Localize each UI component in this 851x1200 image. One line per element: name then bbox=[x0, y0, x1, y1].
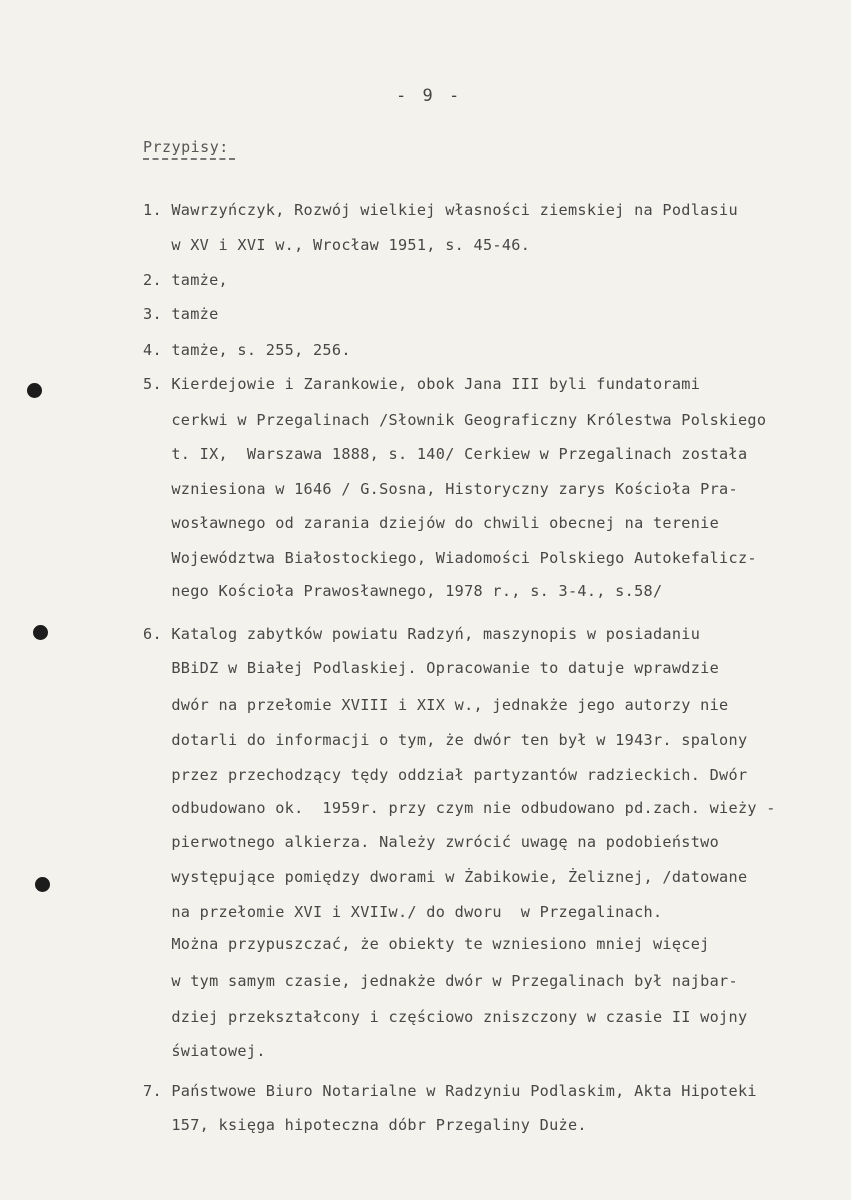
footnote-4-line-1: 4. tamże, s. 255, 256. bbox=[143, 341, 351, 359]
footnote-6-line-13: światowej. bbox=[143, 1042, 266, 1060]
footnote-5-line-1: 5. Kierdejowie i Zarankowie, obok Jana III byli fundatorami bbox=[143, 375, 701, 393]
footnote-6-line-1: 6. Katalog zabytków powiatu Radzyń, maszynopis w posiadaniu bbox=[143, 625, 701, 643]
footnote-6-line-6: odbudowano ok. 1959r. przy czym nie odbudowano pd.zach. wieży - bbox=[143, 799, 776, 817]
footnote-6-line-5: przez przechodzący tędy oddział partyzantów radzieckich. Dwór bbox=[143, 766, 748, 784]
footnote-6-line-7: pierwotnego alkierza. Należy zwrócić uwagę na podobieństwo bbox=[143, 833, 720, 851]
footnote-6-line-8: występujące pomiędzy dworami w Żabikowie, Żeliznej, /datowane bbox=[143, 868, 748, 886]
footnote-3-line-1: 3. tamże bbox=[143, 305, 219, 323]
page-number: - 9 - bbox=[396, 86, 463, 106]
heading-underline bbox=[143, 158, 235, 160]
footnote-6-line-12: dziej przekształcony i częściowo zniszczony w czasie II wojny bbox=[143, 1008, 748, 1026]
footnote-5-line-2: cerkwi w Przegalinach /Słownik Geograficzny Królestwa Polskiego bbox=[143, 411, 767, 429]
footnote-2-line-1: 2. tamże, bbox=[143, 271, 228, 289]
footnote-6-line-9: na przełomie XVI i XVIIw./ do dworu w Przegalinach. bbox=[143, 903, 663, 921]
footnote-6-line-10: Można przypuszczać, że obiekty te wzniesiono mniej więcej bbox=[143, 935, 710, 953]
punch-hole-middle bbox=[33, 625, 48, 640]
footnote-5-line-3: t. IX, Warszawa 1888, s. 140/ Cerkiew w Przegalinach została bbox=[143, 445, 748, 463]
footnote-6-line-4: dotarli do informacji o tym, że dwór ten był w 1943r. spalony bbox=[143, 731, 748, 749]
footnote-5-line-5: wosławnego od zarania dziejów do chwili obecnej na terenie bbox=[143, 514, 720, 532]
footnote-7-line-1: 7. Państwowe Biuro Notarialne w Radzyniu Podlaskim, Akta Hipoteki bbox=[143, 1082, 757, 1100]
punch-hole-top bbox=[27, 383, 42, 398]
footnote-1-line-2: w XV i XVI w., Wrocław 1951, s. 45-46. bbox=[143, 236, 531, 254]
punch-hole-bottom bbox=[35, 877, 50, 892]
footnote-5-line-7: nego Kościoła Prawosławnego, 1978 r., s. 3-4., s.58/ bbox=[143, 582, 663, 600]
footnote-7-line-2: 157, księga hipoteczna dóbr Przegaliny Duże. bbox=[143, 1116, 587, 1134]
footnote-6-line-11: w tym samym czasie, jednakże dwór w Przegalinach był najbar- bbox=[143, 972, 738, 990]
footnote-5-line-4: wzniesiona w 1646 / G.Sosna, Historyczny zarys Kościoła Pra- bbox=[143, 480, 738, 498]
footnote-6-line-3: dwór na przełomie XVIII i XIX w., jednakże jego autorzy nie bbox=[143, 696, 729, 714]
footnotes-heading: Przypisy: bbox=[143, 138, 229, 156]
footnote-6-line-2: BBiDZ w Białej Podlaskiej. Opracowanie to datuje wprawdzie bbox=[143, 659, 720, 677]
footnote-5-line-6: Województwa Białostockiego, Wiadomości Polskiego Autokefalicz- bbox=[143, 549, 757, 567]
footnote-1-line-1: 1. Wawrzyńczyk, Rozwój wielkiej własności ziemskiej na Podlasiu bbox=[143, 201, 738, 219]
